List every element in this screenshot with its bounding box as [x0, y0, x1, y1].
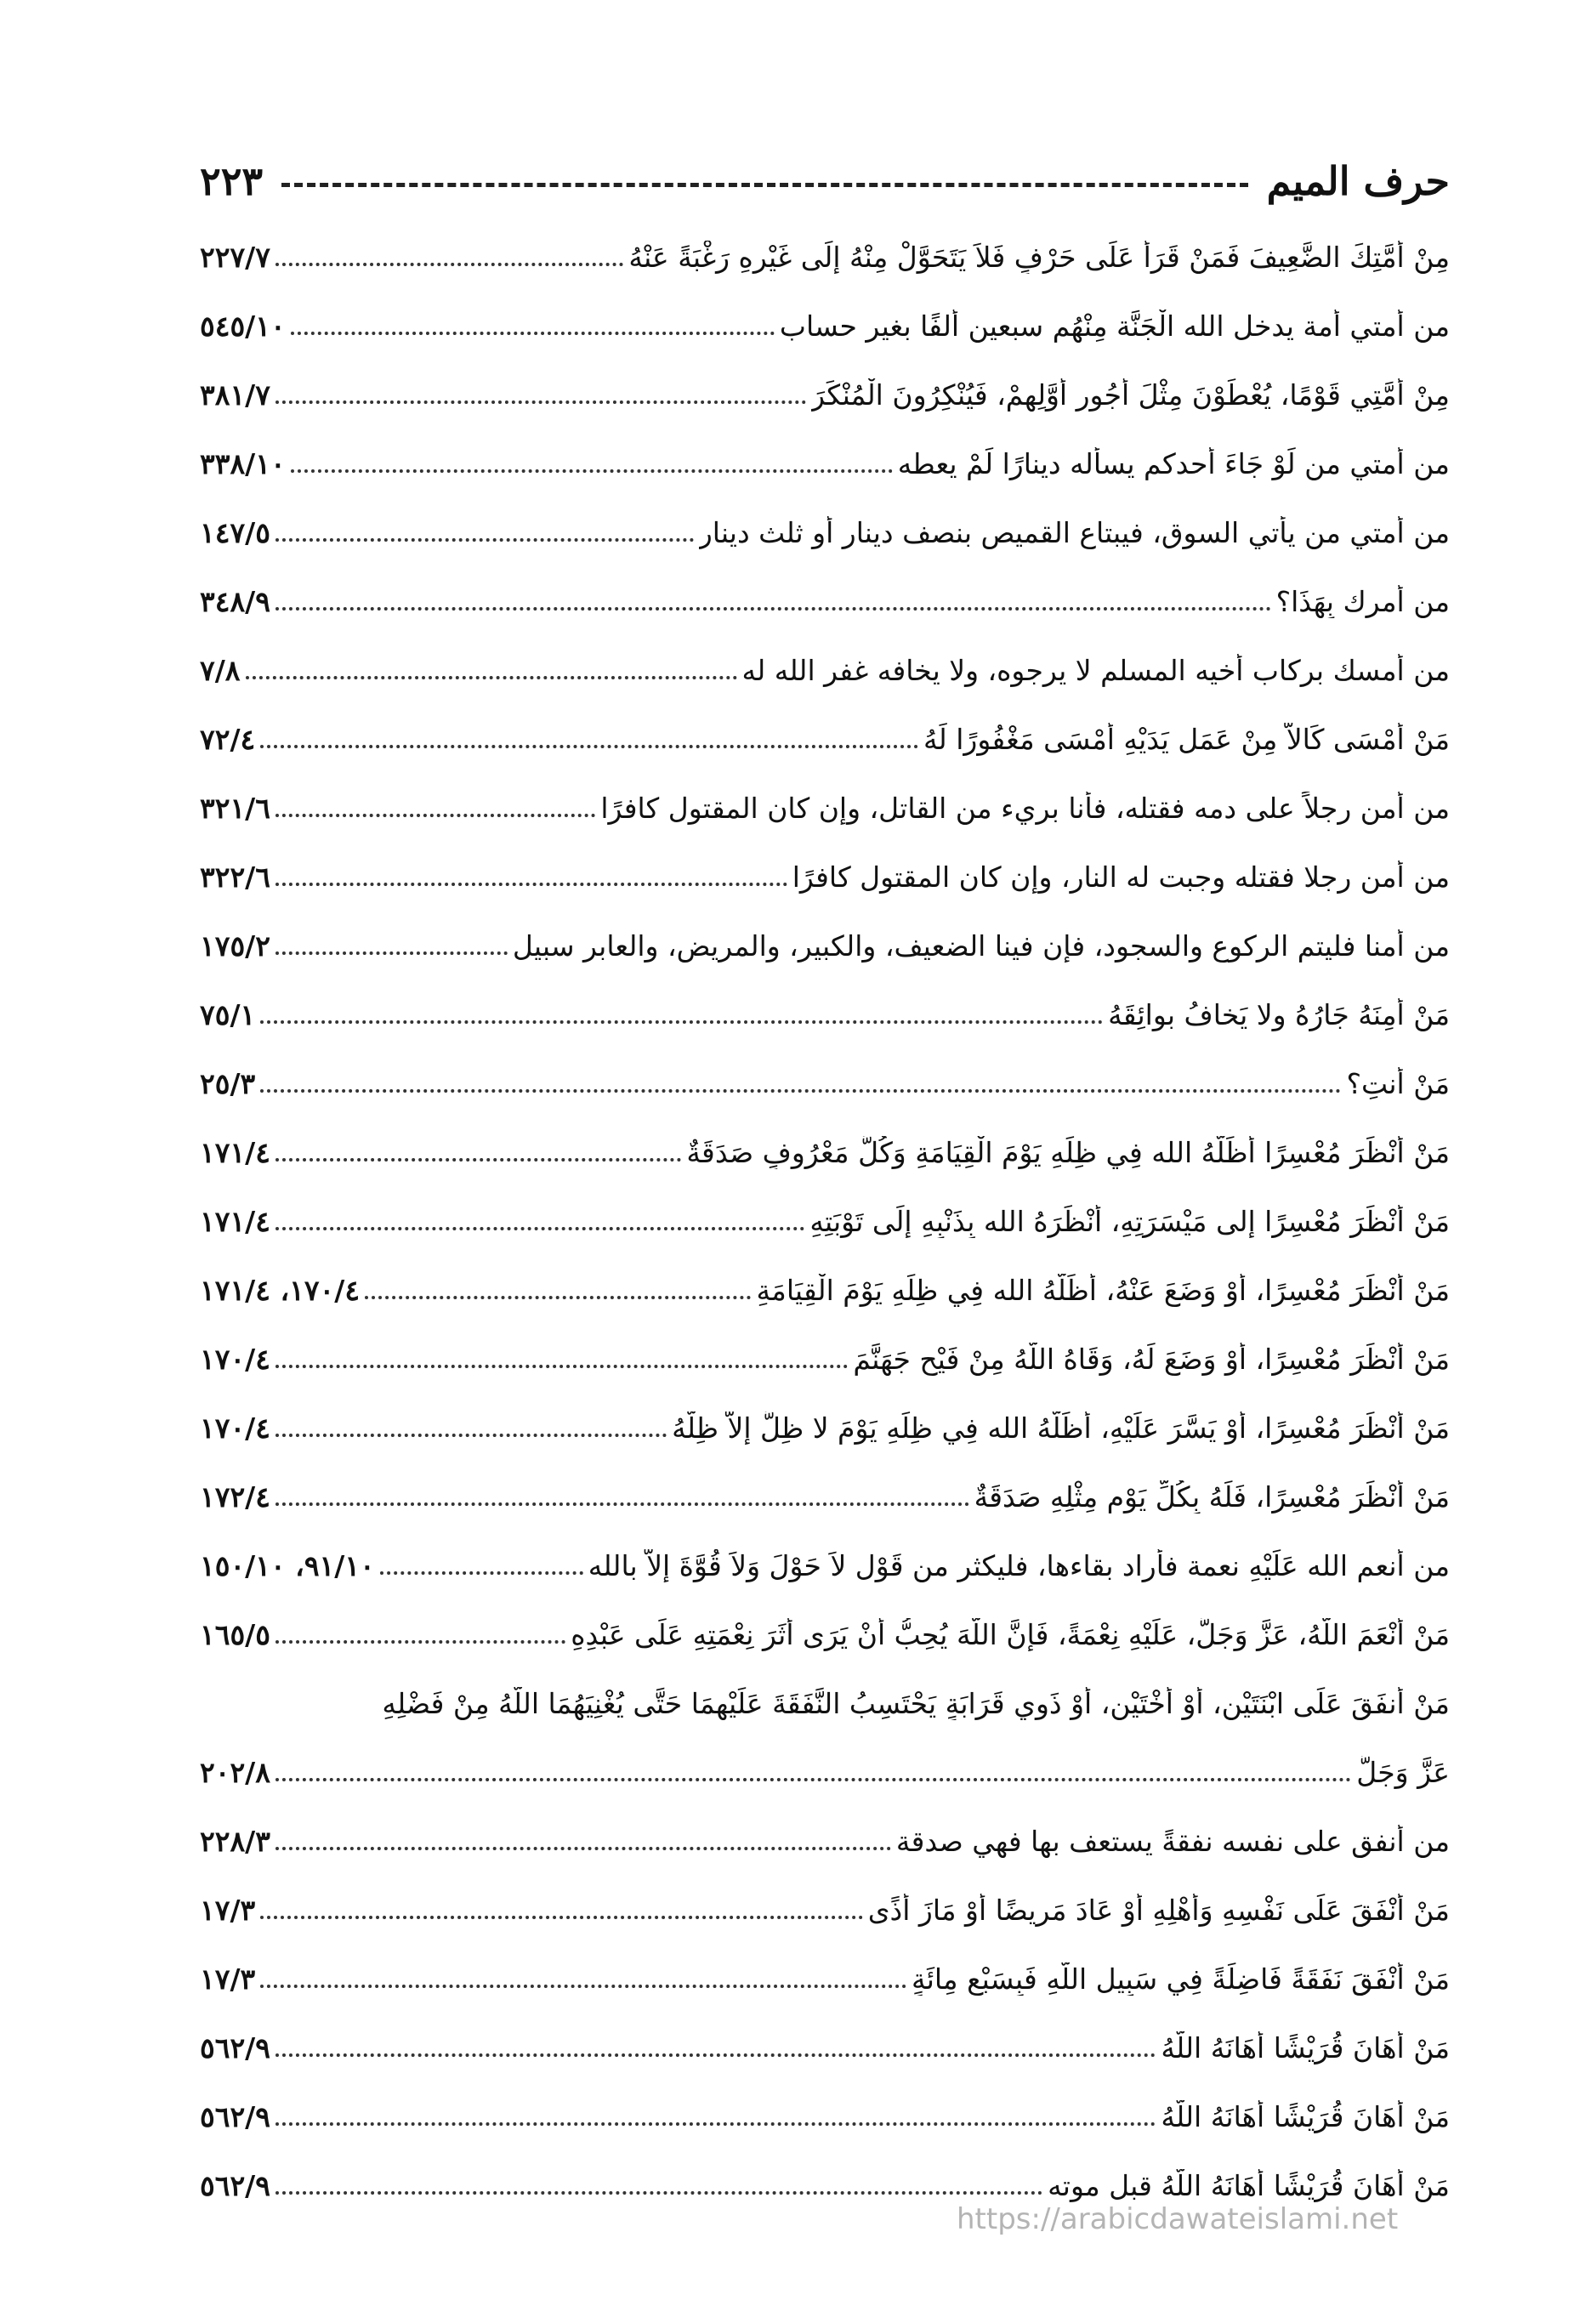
entry-text: من أمسك بركاب أخيه المسلم لا يرجوه، ولا يخافه غفر الله له	[741, 654, 1450, 687]
index-entry	[200, 843, 1450, 912]
index-entry	[200, 567, 1450, 636]
index-entry	[200, 1049, 1450, 1118]
entry-text: مَنْ أَنْظَرَ مُعْسِرًا إلى مَيْسَرَتِهِ، أَنْظَرَهُ الله بِذَنْبِهِ إِلَى تَوْبَتِهِ	[809, 1205, 1450, 1238]
entry-reference: ٧/٨	[200, 654, 241, 687]
entry-text: مَنْ أَنتِ؟	[1346, 1067, 1450, 1100]
leader-dots	[275, 951, 508, 955]
entry-reference: ١٧/٣	[200, 1962, 256, 1996]
index-entry	[200, 223, 1450, 292]
index-entry	[200, 1531, 1450, 1600]
index-entry	[200, 636, 1450, 705]
entry-first-line	[200, 1669, 1450, 1738]
page-title: حرف الميم	[1266, 158, 1450, 204]
entry-text: مَنْ أَنْظَرَ مُعْسِرًا، فَلَهُ بِكُلِّ يَوْمٍ مِثْلِهِ صَدَقَةٌ	[974, 1480, 1450, 1514]
entry-reference: ٧٢/٤	[200, 723, 256, 756]
entry-text: مِنْ أُمَّتِي قَوْمًا، يُعْطَوْنَ مِثْلَ أُجُورِ أَوَّلِهِمْ، فَيُنْكِرُونَ الْمُنْكَرَ	[811, 378, 1450, 412]
entry-reference: ٣٢٢/٦	[200, 860, 270, 894]
index-entry	[200, 361, 1450, 429]
leader-dots	[260, 1916, 862, 1919]
index-entry	[200, 1463, 1450, 1531]
leader-dots	[291, 469, 893, 473]
index-entry	[200, 2082, 1450, 2151]
entry-text: مِنْ أُمَّتِكَ الضَّعِيفَ فَمَنْ قَرَأَ عَلَى حَرْفٍ فَلاَ يَتَحَوَّلْ مِنْهُ إِلَى غَيْرِهِ رَغْبَةً عَنْهُ	[628, 241, 1450, 274]
entry-reference: ٥٦٢/٩	[200, 2169, 270, 2202]
entry-reference: ١٧٥/٢	[200, 929, 270, 963]
index-entry	[200, 1394, 1450, 1463]
index-entry	[200, 980, 1450, 1049]
index-entry	[200, 774, 1450, 843]
entry-reference: ١٤٧/٥	[200, 516, 270, 549]
leader-dots	[260, 1985, 906, 1988]
entry-text: مَنْ أَنْظَرَ مُعْسِرًا، أَوْ وَضَعَ عَنْهُ، أَظَلَّهُ الله فِي ظِلِّهِ يَوْمَ الْقِيَامَةِ	[756, 1274, 1450, 1307]
page-number: ٢٢٣	[200, 158, 264, 204]
index-entry	[200, 1876, 1450, 1945]
entry-reference: ١٧١/٤	[200, 1136, 270, 1169]
entry-text-continued: عَزَّ وَجَلَّ	[1356, 1756, 1450, 1789]
entry-reference: ١٧٠/٤	[200, 1343, 270, 1376]
index-entry	[200, 705, 1450, 774]
entry-reference: ٧٥/١	[200, 998, 256, 1031]
leader-dots	[365, 1296, 751, 1299]
leader-dots	[275, 1502, 969, 1506]
index-entry	[200, 498, 1450, 567]
entry-reference: ٣٢١/٦	[200, 792, 270, 825]
index-entry	[200, 912, 1450, 980]
entry-text: مَنْ أَمِنَهُ جَارُهُ ولا يَخافُ بوائِقَهُ	[1108, 998, 1450, 1031]
entry-reference: ١٧٠/٤، ١٧١/٤	[200, 1274, 361, 1307]
leader-dots	[275, 2122, 1156, 2126]
leader-dots	[260, 1089, 1341, 1093]
leader-dots	[275, 538, 694, 542]
entry-text: مَنْ أَنْظَرَ مُعْسِرًا، أَوْ وَضَعَ لَهُ، وَقَاهُ اللَّهُ مِنْ فَيْحِ جَهَنَّمَ	[853, 1343, 1450, 1376]
index-entry	[200, 1256, 1450, 1325]
index-entry	[200, 1325, 1450, 1394]
index-entry	[200, 1187, 1450, 1256]
entry-reference: ٣٤٨/٩	[200, 585, 270, 618]
entry-text: مَنْ أَهَانَ قُرَيْشًا أَهَانَهُ اللَّهُ قبل موته	[1048, 2169, 1450, 2202]
entry-text: من أمتي من يأتي السوق، فيبتاع القميص بنصف دينار أو ثلث دينار	[698, 516, 1450, 549]
entry-reference: ٥٤٥/١٠	[200, 310, 286, 343]
entry-text: من أمتي من لَوْ جَاءَ أحدكم يسأله دينارًا لَمْ يعطه	[897, 447, 1450, 480]
leader-dots	[275, 1365, 848, 1368]
entry-text: مَنْ أَنْعَمَ اللَّهُ، عَزَّ وَجَلَّ، عَلَيْهِ نِعْمَةً، فَإِنَّ اللَّهَ يُحِبُّ أَنْ يَرَى أَثَرَ نِعْمَتِهِ عَلَى عَبْدِهِ	[571, 1618, 1450, 1651]
entry-reference: ٢٥/٣	[200, 1067, 256, 1100]
leader-dots	[260, 1020, 1103, 1024]
entry-reference: ١٧١/٤	[200, 1205, 270, 1238]
entry-text: من أنعم الله عَلَيْهِ نعمة فأراد بقاءها، فليكثر من قَوْل لاَ حَوْلَ وَلاَ قُوَّةَ إِلاَّ بالله	[588, 1549, 1450, 1582]
entry-text: مَنْ أَنْظَرَ مُعْسِرًا أَظَلَّهُ الله فِي ظِلِّهِ يَوْمَ الْقِيَامَةِ وَكُلُّ مَعْرُوفٍ صَدَقَةٌ	[686, 1136, 1450, 1169]
index-entry	[200, 429, 1450, 498]
entry-reference: ٢٢٨/٣	[200, 1825, 270, 1858]
leader-dots	[275, 1434, 667, 1437]
entry-text: من أمنا فليتم الركوع والسجود، فإن فينا الضعيف، والكبير، والمريض، والعابر سبيل	[512, 929, 1450, 963]
index-entry	[200, 292, 1450, 361]
entry-text: مَنْ أَهَانَ قُرَيْشًا أَهَانَهُ اللَّهُ	[1161, 2100, 1450, 2133]
entry-reference: ٣٣٨/١٠	[200, 447, 286, 480]
entry-reference: ١٧٠/٤	[200, 1411, 270, 1445]
index-entry	[200, 2013, 1450, 2082]
entry-reference: ٥٦٢/٩	[200, 2031, 270, 2065]
entry-reference: ٢٢٧/٧	[200, 241, 270, 274]
entry-text: من أمن رجلاً على دمه فقتله، فأنا بريء من القاتل، وإن كان المقتول كافرًا	[600, 792, 1450, 825]
page-header	[200, 151, 1450, 211]
entry-text: من أمرك بِهَذَا؟	[1275, 585, 1450, 618]
entry-reference: ١٦٥/٥	[200, 1618, 270, 1651]
leader-dots	[246, 676, 737, 679]
entry-reference: ٣٨١/٧	[200, 378, 270, 412]
index-entry	[200, 1945, 1450, 2013]
leader-dots	[275, 883, 787, 886]
leader-dots	[275, 400, 806, 404]
index-entry-multiline	[200, 1669, 1450, 1807]
index-list	[200, 223, 1450, 2220]
entry-text: مَنْ أَنْفَقَ نَفَقَةً فَاضِلَةً فِي سَبِيلِ اللَّهِ فَبِسَبْعِ مِائَةٍ	[912, 1962, 1450, 1996]
leader-dots	[275, 1158, 681, 1162]
leader-dots	[275, 1640, 565, 1644]
entry-text: من أمتي أمة يدخل الله الْجَنَّة مِنْهُم سبعين ألفًا بغير حساب	[779, 310, 1450, 343]
leader-dots	[275, 814, 595, 817]
header-divider	[281, 183, 1247, 187]
entry-text: من أمن رجلا فقتله وجبت له النار، وإن كان المقتول كافرًا	[792, 860, 1450, 894]
entry-reference: ١٧٢/٤	[200, 1480, 270, 1514]
leader-dots	[275, 1847, 891, 1850]
leader-dots	[275, 1227, 804, 1230]
entry-text: مَنْ أَنْظَرَ مُعْسِرًا، أَوْ يَسَّرَ عَلَيْهِ، أَظَلَّهُ الله فِي ظِلِّهِ يَوْمَ لا ظِلَّ إِلاَّ ظِلُّهُ	[672, 1411, 1450, 1445]
leader-dots	[275, 607, 1271, 611]
index-entry	[200, 1807, 1450, 1876]
leader-dots	[275, 2053, 1156, 2057]
entry-second-line	[200, 1738, 1450, 1807]
index-entry	[200, 1600, 1450, 1669]
leader-dots	[275, 2191, 1042, 2195]
index-entry	[200, 1118, 1450, 1187]
entry-text: مَنْ أَنفَقَ عَلَى ابْنَتَيْنِ، أَوْ أُخْتَيْنِ، أَوْ ذَوِي قَرَابَةٍ يَحْتَسِبُ النَّفَقَةَ عَلَيْهِمَا حَتَّى يُغْنِيَهُمَا اللَّهُ مِنْ فَضْلِهِ	[382, 1687, 1450, 1720]
leader-dots	[291, 332, 775, 335]
entry-text: مَنْ أَهَانَ قُرَيْشًا أَهَانَهُ اللَّهُ	[1161, 2031, 1450, 2065]
entry-reference: ١٧/٣	[200, 1894, 256, 1927]
entry-text: مَنْ أَمْسَى كَالاًّ مِنْ عَمَلِ يَدَيْهِ أَمْسَى مَغْفُورًا لَهُ	[923, 723, 1450, 756]
entry-reference: ٩١/١٠، ١٥٠/١٠	[200, 1549, 375, 1582]
leader-dots	[275, 263, 623, 266]
entry-reference: ٥٦٢/٩	[200, 2100, 270, 2133]
source-watermark: https://arabicdawateislami.net	[957, 2202, 1399, 2236]
leader-dots	[275, 1778, 1351, 1781]
entry-reference: ٢٠٢/٨	[200, 1756, 270, 1789]
leader-dots	[260, 745, 918, 748]
entry-text: من أنفق على نفسه نفقةً يستعف بها فهي صدقة	[895, 1825, 1450, 1858]
entry-text: مَنْ أَنْفَقَ عَلَى نَفْسِهِ وَأَهْلِهِ أَوْ عَادَ مَرِيضًا أَوْ مَازَ أَذًى	[867, 1894, 1450, 1927]
leader-dots	[380, 1571, 583, 1575]
